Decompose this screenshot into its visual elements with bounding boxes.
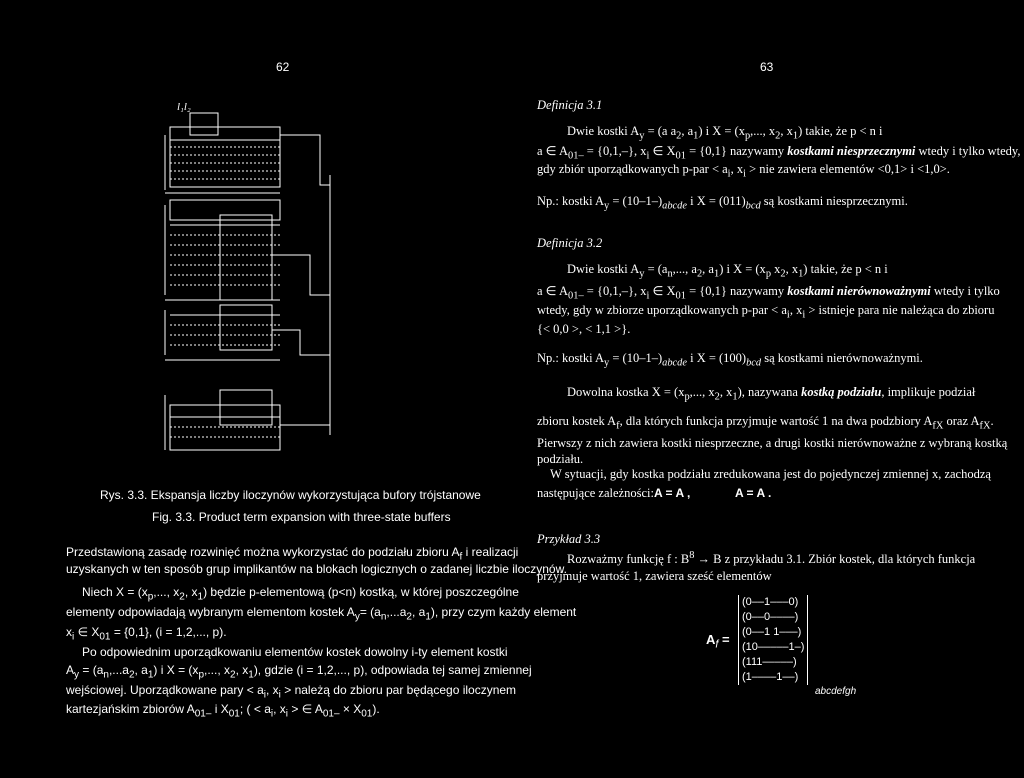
buffer-4 <box>220 390 272 425</box>
np2: Np.: kostki $A_y = (10-1-)_{abcde}$ i $X = (100)_{bcd}$ są kostkami nierównoważnymi. <box>537 351 923 369</box>
para-line5: W sytuacji, gdy kostka podziału zredukowana jest do pojedynczej zmiennej x, zachodzą <box>550 467 991 481</box>
para2-line3: $x_i$ ∈ $X_{01} = \{0,1\}$, (i = 1,2,..., p). <box>66 625 227 643</box>
block-1 <box>170 127 280 187</box>
def1-line1: Dwie kostki $A_y = (a$ $a_2$, $a_1$) i $X = (x_p$,..., $x_2$, $x_1$) takie, że p < n i <box>567 124 883 142</box>
page-number-right: 63 <box>760 60 774 74</box>
matrix-row: (0––0––––) <box>742 611 799 623</box>
relation-2: A = A . <box>735 486 772 500</box>
para3-line1: Po odpowiednim uporządkowaniu elementów kostek dowolny i-ty element kostki <box>82 645 508 659</box>
page-number-left: 62 <box>276 60 290 74</box>
def1-title: Definicja 3.1 <box>537 98 603 112</box>
def2-line1: Dwie kostki $A_y = (a_n$,..., $a_2$, $a_1$) i $X = (x_p$ $x_2$, $x_1$) takie, że p < n i <box>567 262 888 280</box>
para3-line3: wejściowej. Uporządkowane pary < $a_i$, $x_i$ > należą do zbioru par będącego iloczynem <box>66 683 517 701</box>
para1-line1: Przedstawioną zasadę rozwinięć można wykorzystać do podziału zbioru $A_f$ i realizacji <box>66 545 519 563</box>
example-line2: przyjmuje wartość 1, zawiera sześć elementów <box>537 569 772 583</box>
def2-line2: a ∈ $A_{01-} = \{0,1,-\}$, $x_i$ ∈ $X_{01} = \{0,1\}$ nazywamy kostkami nierównoważnymi wtedy i tylko <box>537 284 1000 302</box>
def2-line3: wtedy, gdy w zbiorze uporządkowanych $p-par < a_i$, $x_i$ > istnieje para nie należąca do zbioru <box>537 303 995 321</box>
np1: Np.: kostki $A_y = (10-1-)_{abcde}$ i $X = (011)_{bcd}$ są kostkami niesprzecznymi. <box>537 194 908 212</box>
para1-line2: uzyskanych w ten sposób grup implikantów na blokach logicznych o zadanej liczbie iloczynów. <box>66 562 567 576</box>
para-line3: Pierwszy z nich zawiera kostki niesprzeczne, a drugi kostki nierównoważne z wybraną kostką <box>537 436 1008 450</box>
matrix-row: (0––1–––0) <box>742 596 799 608</box>
para3-line4: kartezjańskim zbiorów $A_{01-}$ i $X_{01}$; ( < $a_i$, $x_i$ > ∈ $A_{01-} \times X_{01}$). <box>66 702 380 720</box>
block-3 <box>220 305 272 350</box>
matrix-row: (1––––1––) <box>742 671 799 683</box>
figure-label: l₁l₂ <box>177 101 191 113</box>
def1-line2: a ∈ $A_{01-} = \{0,1,-\}$, $x_i$ ∈ $X_{01} = \{0,1\}$ nazywamy kostkami niesprzecznymi wtedy i tylko wtedy, <box>537 144 1021 162</box>
matrix-row: (0––1 1–––) <box>742 626 802 638</box>
block-2 <box>220 215 272 300</box>
buffer-2 <box>170 200 280 220</box>
matrix <box>738 595 808 685</box>
example-line1: Rozważmy funkcję f : $B^8 \to B$ z przykładu 3.1. Zbiór kostek, dla których funkcja <box>567 550 976 567</box>
buffer-1 <box>190 113 218 135</box>
para-line1: Dowolna kostka $X = (x_p$,..., $x_2$, $x_1$), nazywana kostką podziału, implikuje podział <box>567 385 976 403</box>
caption-en: Fig. 3.3. Product term expansion with three-state buffers <box>152 510 451 524</box>
para-line4: podziału. <box>537 452 584 466</box>
para2-line1: Niech $X = (x_p$,..., $x_2$, $x_1$) będzie p-elementową (p<n) kostką, w której poszczególne <box>82 585 519 603</box>
matrix-label: $A_f$ = <box>706 632 730 651</box>
def2-title: Definicja 3.2 <box>537 236 603 250</box>
caption-pl: Rys. 3.3. Ekspansja liczby iloczynów wykorzystująca bufory trójstanowe <box>100 488 481 502</box>
para-line6: następujące zależności: <box>537 486 654 500</box>
para3-line2: $A_y = (a_n,...a_2$, $a_1$) i $X = (x_p$,..., $x_2$, $x_1$), gdzie (i = 1,2,..., p), odpowiada tej samej zmiennej <box>66 663 532 681</box>
relation-1: A = A , <box>654 486 691 500</box>
para-line2: zbioru kostek $A_f$, dla których funkcja przyjmuje wartość 1 na dwa podzbiory $A_{fX}$ oraz $A_{fX}$. <box>537 414 994 432</box>
def2-line4: {< 0,0 >, < 1,1 >}. <box>537 322 631 336</box>
matrix-row: (111–––––) <box>742 656 797 668</box>
matrix-subscript: abcdefgh <box>815 686 857 697</box>
matrix-row: (10–––––1–) <box>742 641 805 653</box>
def1-line3: gdy zbiór uporządkowanych $p-par < a_i$, $x_i$ > nie zawiera elementów <0,1> i <1,0>. <box>537 162 950 180</box>
figure-diagram <box>160 105 340 470</box>
para2-line2: elementy odpowiadają wybranym elementom kostek $A_y= (a_n,...a_2$, $a_1$), przy czym każdy element <box>66 605 577 623</box>
example-title: Przykład 3.3 <box>537 532 601 546</box>
